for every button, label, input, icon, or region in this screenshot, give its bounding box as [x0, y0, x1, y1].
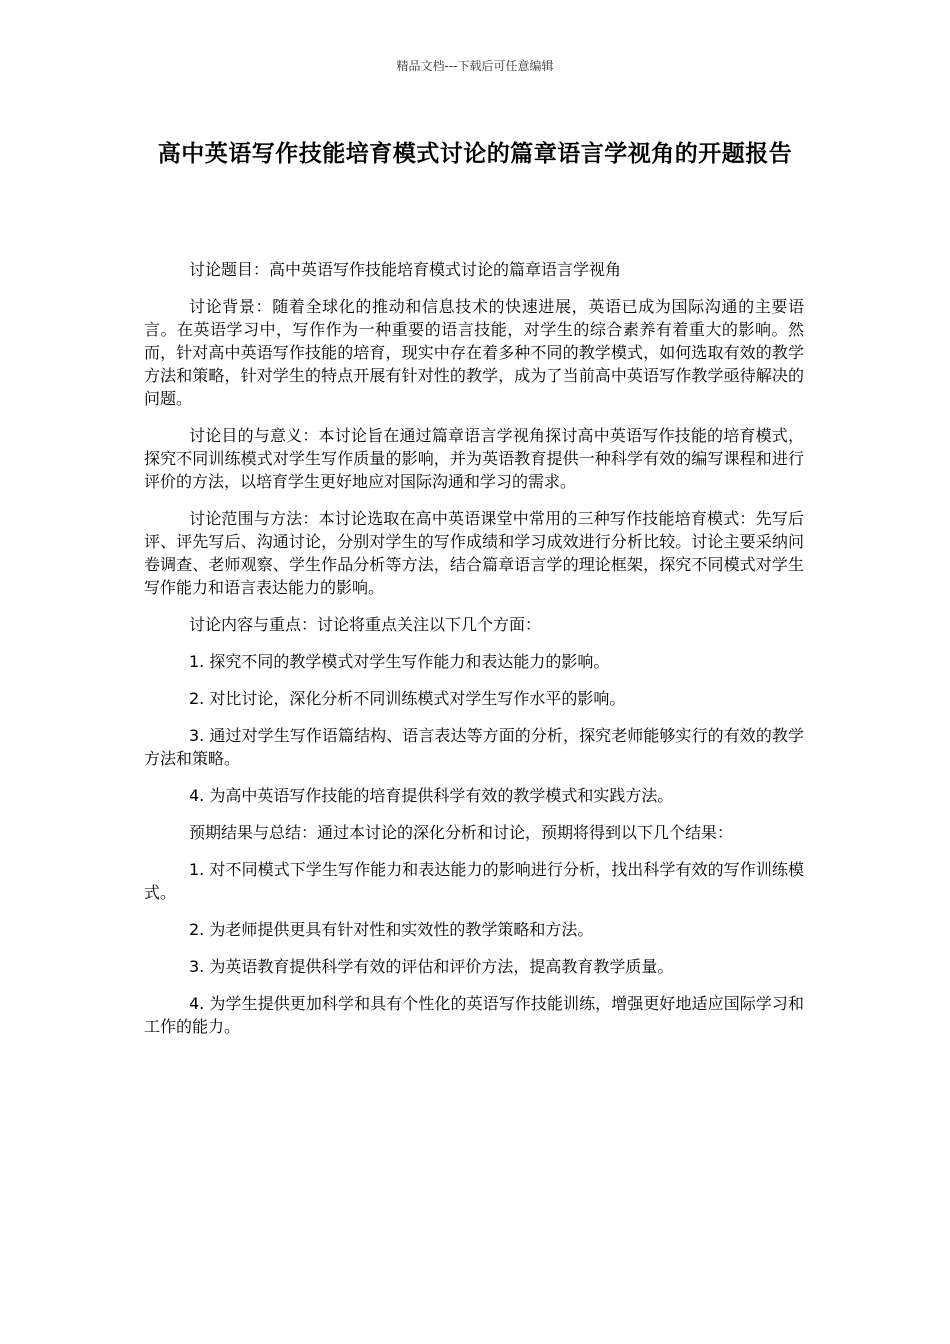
paragraph-background: 讨论背景：随着全球化的推动和信息技术的快速进展，英语已成为国际沟通的主要语言。在英语学习中，写作作为一种重要的语言技能，对学生的综合素养有着重大的影响。然而，针对高中英语写作技能的培育，现实中存在着多种不同的教学模式，如何选取有效的教学方法和策略，针对学生的特点开展有针对性的教学，成为了当前高中英语写作教学亟待解决的问题。 [144, 297, 804, 408]
paragraph-topic: 讨论题目：高中英语写作技能培育模式讨论的篇章语言学视角 [189, 260, 622, 279]
document-body [144, 258, 804, 1052]
list-item-result-3: 3. 为英语教育提供科学有效的评估和评价方法，提高教育教学质量。 [189, 957, 674, 976]
list-item-focus-3: 3. 通过对学生写作语篇结构、语言表达等方面的分析，探究老师能够实行的有效的教学方法和策略。 [144, 726, 804, 768]
list-item-result-1: 1. 对不同模式下学生写作能力和表达能力的影响进行分析，找出科学有效的写作训练模式。 [144, 860, 804, 902]
paragraph-scope-method: 讨论范围与方法：本讨论选取在高中英语课堂中常用的三种写作技能培育模式：先写后评、评先写后、沟通讨论，分别对学生的写作成绩和学习成效进行分析比较。讨论主要采纳问卷调查、老师观察、学生作品分析等方法，结合篇章语言学的理论框架，探究不同模式对学生写作能力和语言表达能力的影响。 [144, 509, 804, 597]
list-item-focus-4: 4. 为高中英语写作技能的培育提供科学有效的教学模式和实践方法。 [189, 786, 674, 805]
document-title: 高中英语写作技能培育模式讨论的篇章语言学视角的开题报告 [157, 141, 793, 167]
list-item-focus-1: 1. 探究不同的教学模式对学生写作能力和表达能力的影响。 [189, 652, 610, 671]
list-item-result-4: 4. 为学生提供更加科学和具有个性化的英语写作技能训练，增强更好地适应国际学习和工作的能力。 [144, 994, 804, 1036]
list-item-focus-2: 2. 对比讨论，深化分析不同训练模式对学生写作水平的影响。 [189, 689, 626, 708]
paragraph-content-focus: 讨论内容与重点：讨论将重点关注以下几个方面： [189, 615, 542, 634]
paragraph-expected-results: 预期结果与总结：通过本讨论的深化分析和讨论，预期将得到以下几个结果： [189, 823, 734, 842]
page-header: 精品文档---下载后可任意编辑 [396, 59, 554, 73]
paragraph-purpose: 讨论目的与意义：本讨论旨在通过篇章语言学视角探讨高中英语写作技能的培育模式，探究不同训练模式对学生写作质量的影响，并为英语教育提供一种科学有效的编写课程和进行评价的方法，以培育学生更好地应对国际沟通和学习的需求。 [144, 426, 804, 491]
list-item-result-2: 2. 为老师提供更具有针对性和实效性的教学策略和方法。 [189, 920, 594, 939]
